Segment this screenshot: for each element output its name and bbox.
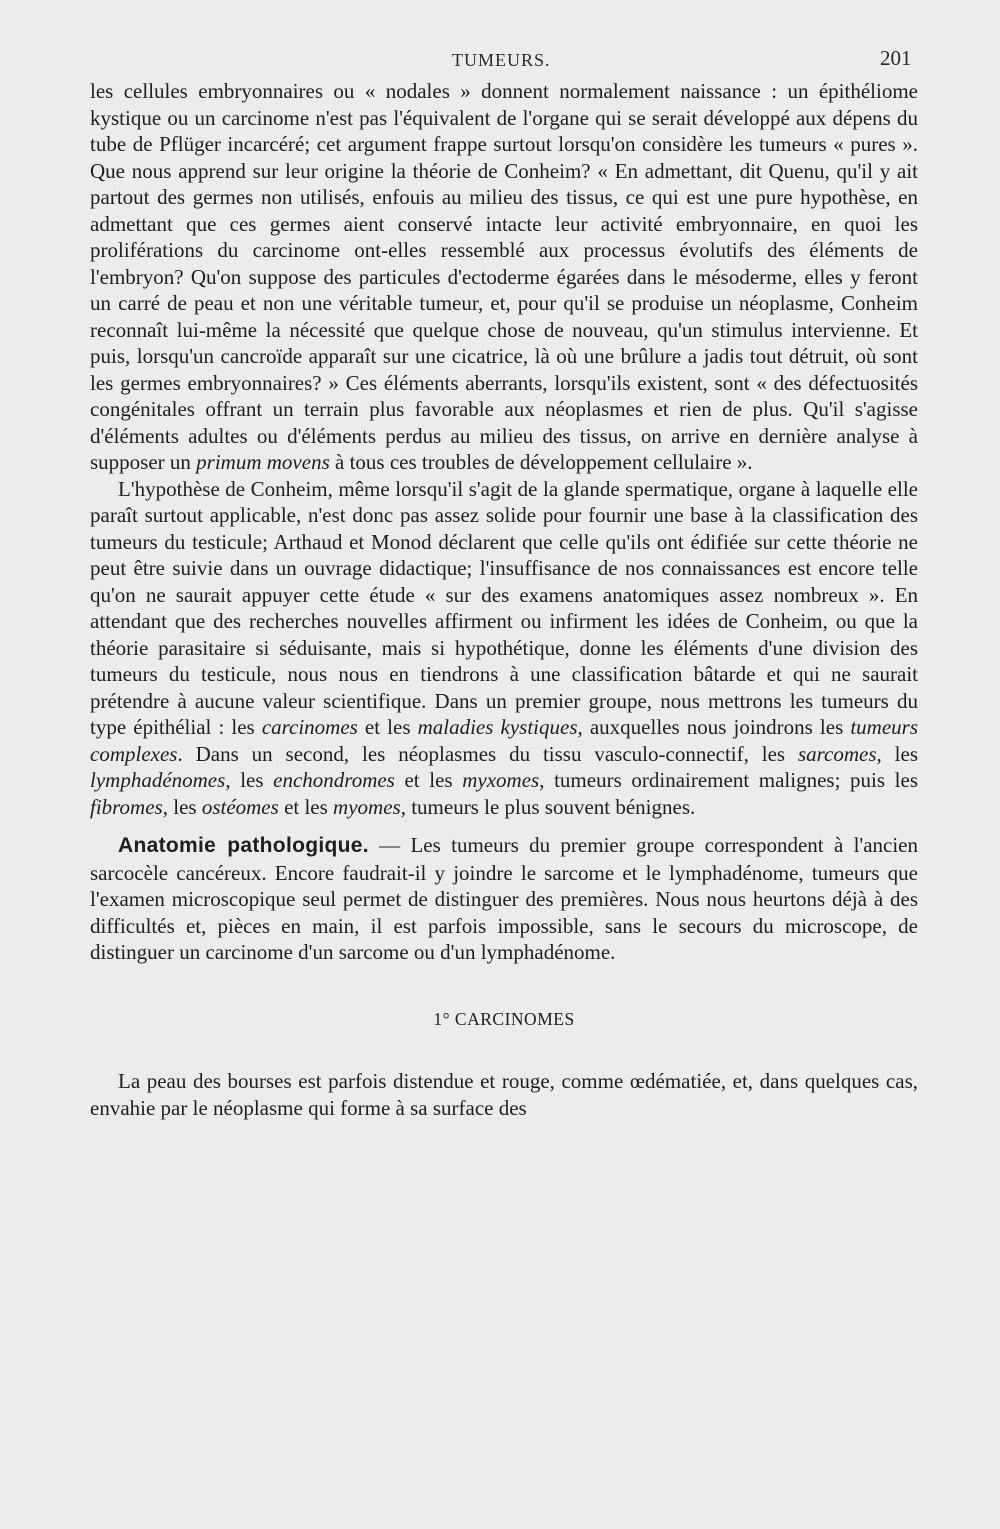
italic-term: fibromes xyxy=(90,794,163,819)
italic-term: primum movens xyxy=(196,450,330,474)
paragraph-text: et les xyxy=(278,794,334,819)
paragraph-text: , les xyxy=(876,741,918,766)
paragraph-classification xyxy=(90,476,918,821)
paragraph-text: — Les tumeurs du premier groupe correspondent à l'ancien sarcocèle cancéreux. Encore faudrait-il y joindre le sarcome et le lymphadénome, tumeurs que l'examen microscopique seul permet de distinguer des premières. Nous nous heurtons déjà à des difficultés et, pièces en main, il est parfois impossible, sans le secours du microscope, de distinguer un carcinome d'un sarcome ou d'un lymphadénome. xyxy=(90,833,919,964)
running-head xyxy=(0,46,1000,76)
italic-term: ostéomes xyxy=(201,794,279,819)
italic-term: sarcomes xyxy=(797,741,877,766)
paragraph-text: et les xyxy=(394,768,463,792)
italic-term: lymphadénomes xyxy=(90,768,226,792)
italic-term: maladies kystiques xyxy=(417,715,578,739)
paragraph-text: , auxquelles nous joindrons les xyxy=(577,715,851,739)
paragraph-text: . Dans un second, les néoplasmes du tissu vasculo-connectif, les xyxy=(177,741,798,766)
section-heading: Anatomie pathologique. xyxy=(118,834,369,857)
page-number: 201 xyxy=(880,46,912,70)
paragraph-text: et les xyxy=(357,715,418,739)
paragraph-anatomie-pathologique xyxy=(90,832,918,966)
paragraph-text: à tous ces troubles de développement cellulaire ». xyxy=(329,450,753,474)
running-title: TUMEURS. xyxy=(452,50,551,70)
paragraph-text: , tumeurs le plus souvent bénignes. xyxy=(400,794,696,819)
subheading-carcinomes: 1° CARCINOMES xyxy=(433,1008,575,1029)
body-text xyxy=(90,78,918,1121)
italic-term: carcinomes xyxy=(261,715,358,739)
italic-term: myomes xyxy=(333,794,401,819)
paragraph-bourses: La peau des bourses est parfois distendue et rouge, comme œdématiée, et, dans quelques cas, envahie par le néoplasme qui forme à sa surface des xyxy=(90,1069,918,1120)
paragraph-text: , tumeurs ordinairement malignes; puis les xyxy=(539,768,919,792)
paragraph-text: , les xyxy=(162,794,202,819)
italic-term: myxomes xyxy=(462,768,540,792)
paragraph-conheim-theory xyxy=(90,78,918,476)
paragraph-text: , les xyxy=(225,768,274,792)
paragraph-text: L'hypothèse de Conheim, même lorsqu'il s'agit de la glande spermatique, organe à laquelle elle paraît surtout applicable, n'est donc pas assez solide pour fournir une base à la classification des tumeurs du testicule; Arthaud et Monod déclarent que celle qu'ils ont édifiée sur cette théorie ne peut être suivie dans un ouvrage didactique; l'insuffisance de nos connaissances est encore telle qu'on ne saurait appuyer cette étude « sur des examens anatomiques assez nombreux ». En attendant que des recherches nouvelles affirment ou infirment les idées de Conheim, ou que la théorie parasitaire si séduisante, mais si hypothétique, donne les éléments d'une division des tumeurs du testicule, nous nous en tiendrons à une classification bâtarde et qui ne saurait prétendre à aucune valeur scientifique. Dans un premier groupe, nous mettrons les tumeurs du type épithélial : les xyxy=(90,476,918,739)
paragraph-text: les cellules embryonnaires ou « nodales » donnent normalement naissance : un épithéliome kystique ou un carcinome n'est pas l'équivalent de l'organe qui se serait développé aux dépens du tube de Pflüger incarcéré; cet argument frappe surtout lorsqu'on considère les tumeurs « pures ». Que nous apprend sur leur origine la théorie de Conheim? « En admettant, dit Quenu, qu'il y ait partout des germes non utilisés, enfouis au milieu des tissus, ce qui est une pure hypothèse, en admettant que ces germes aient conservé intacte leur activité embryonnaire, en quoi les proliférations du carcinome ont-elles ressemblé aux processus évolutifs des éléments de l'embryon? Qu'on suppose des particules d'ectoderme égarées dans le mésoderme, elles y feront un carré de peau et non une véritable tumeur, et, pour qu'il se produise un néoplasme, Conheim reconnaît lui-même la nécessité que quelque chose de nouveau, qu'un stimulus intervienne. Et puis, lorsqu'un cancroïde apparaît sur une cicatrice, là où une brûlure a jadis tout détruit, où sont les germes embryonnaires? » Ces éléments aberrants, lorsqu'ils existent, sont « des défectuosités congénitales offrant un terrain plus favorable aux néoplasmes et rien de plus. Qu'il s'agisse d'éléments adultes ou d'éléments perdus au milieu des tissus, on arrive en dernière analyse à supposer un xyxy=(90,79,918,474)
italic-term: enchondromes xyxy=(273,768,395,792)
italic-term: tumeurs complexes xyxy=(90,715,919,766)
